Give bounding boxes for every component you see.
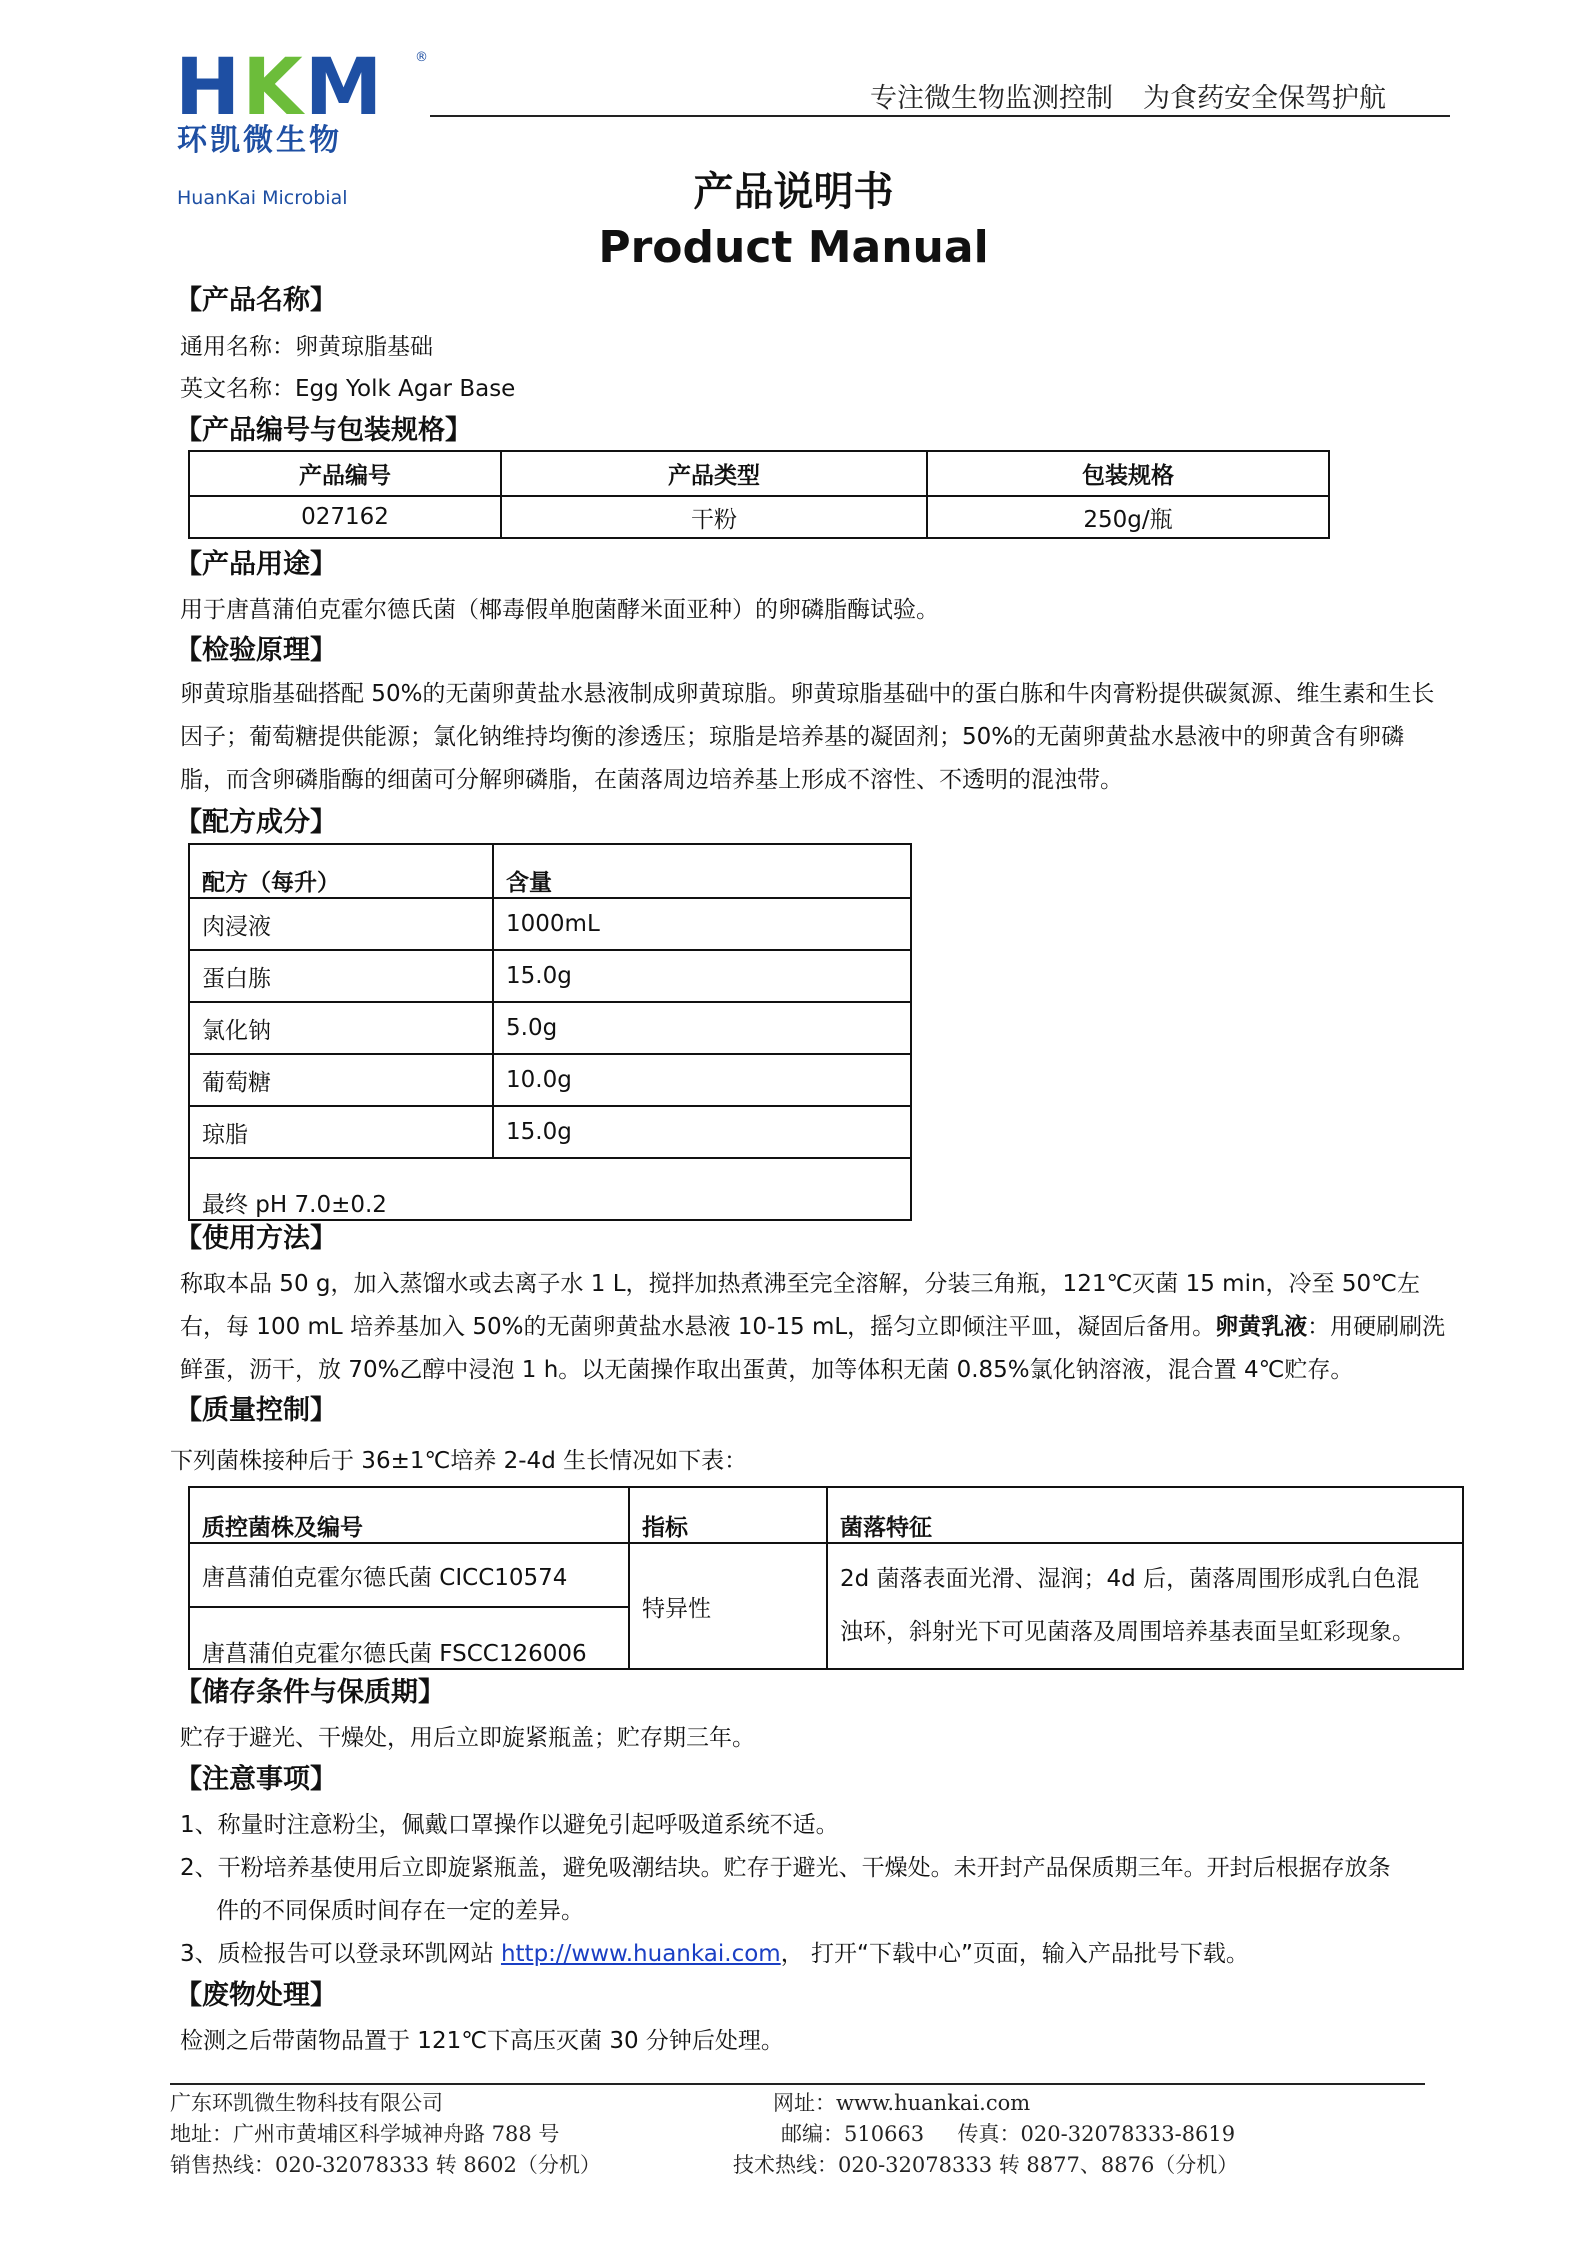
footer-tech-hotline: 技术热线：020-32078333 转 8877、8876（分机） (733, 2153, 1239, 2177)
spec-package: 250g/瓶 (927, 496, 1329, 538)
section-heading-method: 【使用方法】 (175, 1223, 337, 1254)
footer-sales-hotline: 销售热线：020-32078333 转 8602（分机） (170, 2153, 601, 2177)
logo-hkm-text: HKM (175, 43, 385, 133)
table-header-row (189, 844, 911, 898)
formula-amount: 1000mL (493, 898, 911, 950)
section-heading-principle: 【检验原理】 (175, 635, 337, 666)
table-row (189, 496, 1329, 538)
qc-feature (827, 1543, 1463, 1669)
storage-text: 贮存于避光、干燥处，用后立即旋紧瓶盖；贮存期三年。 (180, 1725, 755, 1751)
formula-table (188, 843, 912, 1221)
method-text-a: 称取本品 50 g，加入蒸馏水或去离子水 1 L，搅拌加热煮沸至完全溶解，分装三角瓶，121℃灭菌 15 min，冷至 50℃左右，每 100 mL 培养基加入 50%的无菌卵黄盐水悬液 10-15 mL，摇匀立即倾注平皿，凝固后备用。 (180, 1271, 1420, 1340)
disposal-text: 检测之后带菌物品置于 121℃下高压灭菌 30 分钟后处理。 (180, 2028, 784, 2054)
principle-text: 卵黄琼脂基础搭配 50%的无菌卵黄盐水悬液制成卵黄琼脂。卵黄琼脂基础中的蛋白胨和牛肉膏粉提供碳氮源、维生素和生长因子；葡萄糖提供能源；氯化钠维持均衡的渗透压；琼脂是培养基的凝固剂；50%的无菌卵黄盐水悬液中的卵黄含有卵磷脂，而含卵磷脂酶的细菌可分解卵磷脂，在菌落周边培养基上形成不溶性、不透明的混浊带。 (180, 681, 1435, 793)
header-divider (430, 115, 1450, 117)
table-row (189, 1054, 911, 1106)
formula-ph: 最终 pH 7.0±0.2 (189, 1158, 911, 1220)
spec-col-type: 产品类型 (501, 451, 927, 496)
formula-amount: 15.0g (493, 950, 911, 1002)
section-heading-product-name: 【产品名称】 (175, 285, 337, 316)
table-header-row (189, 451, 1329, 496)
registered-mark: ® (415, 50, 428, 65)
formula-component: 肉浸液 (189, 898, 493, 950)
logo-english-name: HuanKai Microbial (177, 187, 348, 209)
formula-component: 葡萄糖 (189, 1054, 493, 1106)
table-row (189, 1158, 911, 1220)
website-link[interactable]: http://www.huankai.com (500, 1941, 781, 1967)
qc-intro: 下列菌株接种后于 36±1℃培养 2-4d 生长情况如下表： (170, 1448, 748, 1474)
formula-amount: 5.0g (493, 1002, 911, 1054)
qc-col-indicator: 指标 (629, 1487, 827, 1543)
spec-type: 干粉 (501, 496, 927, 538)
logo-chinese-name: 环凯微生物 (177, 123, 342, 158)
spec-col-package: 包装规格 (927, 451, 1329, 496)
qc-col-feature: 菌落特征 (827, 1487, 1463, 1543)
section-heading-qc: 【质量控制】 (175, 1395, 337, 1426)
formula-amount: 10.0g (493, 1054, 911, 1106)
section-heading-spec: 【产品编号与包装规格】 (175, 415, 472, 446)
slogan-part-2: 为食药安全保驾护航 (1143, 83, 1386, 114)
note-3 (180, 1939, 1249, 1969)
qc-indicator: 特异性 (629, 1543, 827, 1669)
slogan-part-1: 专注微生物监测控制 (870, 83, 1113, 114)
footer-website: 网址：www.huankai.com (773, 2091, 1031, 2115)
note-2b: 件的不同保质时间存在一定的差异。 (216, 1898, 584, 1924)
qc-strain: 唐菖蒲伯克霍尔德氏菌 FSCC126006 (189, 1607, 629, 1669)
formula-amount: 15.0g (493, 1106, 911, 1158)
note-1: 1、称量时注意粉尘，佩戴口罩操作以避免引起呼吸道系统不适。 (180, 1812, 839, 1838)
note-3-suffix: ， 打开“下载中心”页面，输入产品批号下载。 (780, 1941, 1249, 1967)
slogan (870, 76, 1386, 115)
usage-text: 用于唐菖蒲伯克霍尔德氏菌（椰毒假单胞菌酵米面亚种）的卵磷脂酶试验。 (180, 597, 939, 623)
formula-component: 氯化钠 (189, 1002, 493, 1054)
table-row (189, 1543, 1463, 1607)
section-heading-disposal: 【废物处理】 (175, 1980, 337, 2011)
formula-component: 蛋白胨 (189, 950, 493, 1002)
table-row (189, 950, 911, 1002)
footer-company: 广东环凯微生物科技有限公司 (170, 2091, 443, 2115)
common-name: 通用名称：卵黄琼脂基础 (180, 334, 433, 360)
qc-table (188, 1486, 1464, 1670)
section-heading-formula: 【配方成分】 (175, 807, 337, 838)
spec-table (188, 450, 1330, 539)
title-english: Product Manual (598, 222, 989, 273)
note-2a: 2、干粉培养基使用后立即旋紧瓶盖，避免吸潮结块。贮存于避光、干燥处。未开封产品保质期三年。开封后根据存放条 (180, 1855, 1391, 1881)
section-heading-notes: 【注意事项】 (175, 1764, 337, 1795)
table-row (189, 898, 911, 950)
formula-col-amount: 含量 (493, 844, 911, 898)
qc-feature-line-1: 2d 菌落表面光滑、湿润；4d 后，菌落周围形成乳白色混 (840, 1566, 1420, 1592)
note-3-prefix: 3、质检报告可以登录环凯网站 (180, 1941, 501, 1967)
qc-col-strain: 质控菌株及编号 (189, 1487, 629, 1543)
formula-col-component: 配方（每升） (189, 844, 493, 898)
footer-divider (170, 2083, 1425, 2085)
qc-strain: 唐菖蒲伯克霍尔德氏菌 CICC10574 (189, 1543, 629, 1607)
section-heading-storage: 【储存条件与保质期】 (175, 1677, 445, 1708)
formula-component: 琼脂 (189, 1106, 493, 1158)
method-text (180, 1263, 1450, 1392)
table-row (189, 1002, 911, 1054)
table-header-row (189, 1487, 1463, 1543)
spec-code: 027162 (189, 496, 501, 538)
spec-col-code: 产品编号 (189, 451, 501, 496)
company-logo (175, 43, 445, 209)
qc-feature-line-2: 浊环，斜射光下可见菌落及周围培养基表面呈虹彩现象。 (840, 1619, 1415, 1645)
method-text-b: ：用硬刷刷洗鲜蛋，沥干，放 70%乙醇中浸泡 1 h。以无菌操作取出蛋黄，加等体积无菌 0.85%氯化钠溶液，混合置 4℃贮存。 (180, 1314, 1446, 1383)
method-bold-term: 卵黄乳液 (1215, 1314, 1308, 1340)
title-chinese: 产品说明书 (693, 169, 894, 215)
footer-address: 地址：广州市黄埔区科学城神舟路 788 号 (170, 2122, 560, 2146)
footer-postcode-fax: 邮编：510663 传真：020-32078333-8619 (781, 2122, 1236, 2146)
table-row (189, 1106, 911, 1158)
section-heading-usage: 【产品用途】 (175, 549, 337, 580)
english-name: 英文名称：Egg Yolk Agar Base (180, 376, 516, 402)
